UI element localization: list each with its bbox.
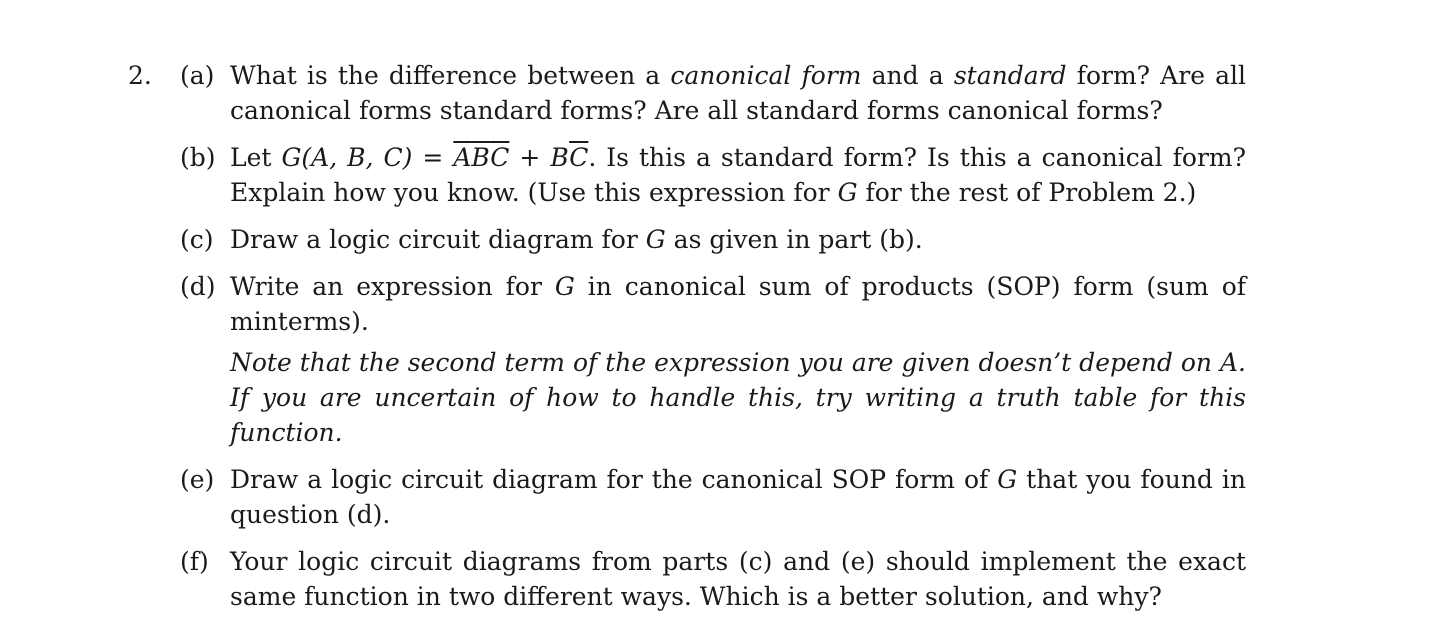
part-d-g: G [554,272,575,301]
part-e-text-1: Draw a logic circuit diagram for the canonical SOP form of [230,465,998,494]
part-a-text-1: What is the difference between a [230,61,671,90]
expression-equals: = [412,143,454,172]
part-e [180,462,1246,532]
part-c-g: G [645,225,666,254]
part-b-text-2: . Is this a standard form? Is this a canonical form? Explain how you know. (Use this expression for [230,143,1246,207]
part-b [180,140,1246,210]
expression-plus: + [509,143,551,172]
problem-number: 2. [128,61,152,90]
part-a-text [230,58,1246,128]
part-e-label: (e) [180,465,215,494]
part-d-text [230,269,1246,339]
problem-parts [180,58,1246,626]
part-a-emphasis-canonical: canonical form [670,61,862,90]
expression-a-bar: $\overline{A}$ [453,143,472,172]
part-c-text-1: Draw a logic circuit diagram for [230,225,646,254]
part-d-text-2: in canonical sum of products (SOP) form (sum of minterms). [230,272,1246,336]
part-e-text [230,462,1246,532]
expression-c-bar-2: $\overline{C}$ [569,143,589,172]
part-d-label: (d) [180,272,216,301]
part-a-label: (a) [180,61,215,90]
expression-lhs: G(A, B, C) [281,143,413,172]
part-d-note: Note that the second term of the expression you are given doesn’t depend on A. If you are uncertain of how to handle this, try writing a truth table for this function. [230,348,1246,447]
part-f-text: Your logic circuit diagrams from parts (c) and (e) should implement the exact same function in two different ways. Which is a better solution, and why? [230,547,1246,611]
part-a-text-3: form? Are all canonical forms standard forms? Are all standard forms canonical forms? [230,61,1247,125]
part-e-text-2: that you found in question (d). [230,465,1246,529]
part-e-g: G [997,465,1018,494]
part-a [180,58,1246,128]
part-a-emphasis-standard: standard [953,61,1067,90]
part-a-text-2: and a [861,61,954,90]
part-c [180,222,1246,257]
part-c-text [230,222,1246,257]
expression-b-bar: $\overline{B}$ [471,143,491,172]
part-c-label: (c) [180,225,214,254]
part-b-text-3: for the rest of Problem 2.) [857,178,1197,207]
expression-b: B [550,143,570,172]
part-f [180,544,1246,614]
part-f-label: (f) [180,547,209,576]
part-b-text [230,140,1246,210]
part-b-label: (b) [180,143,216,172]
part-b-g: G [837,178,858,207]
part-c-text-2: as given in part (b). [665,225,923,254]
part-b-text-1: Let [230,143,282,172]
part-d-text-1: Write an expression for [230,272,555,301]
part-d [180,269,1246,450]
expression-c-bar-1: $\overline{C}$ [490,143,510,172]
